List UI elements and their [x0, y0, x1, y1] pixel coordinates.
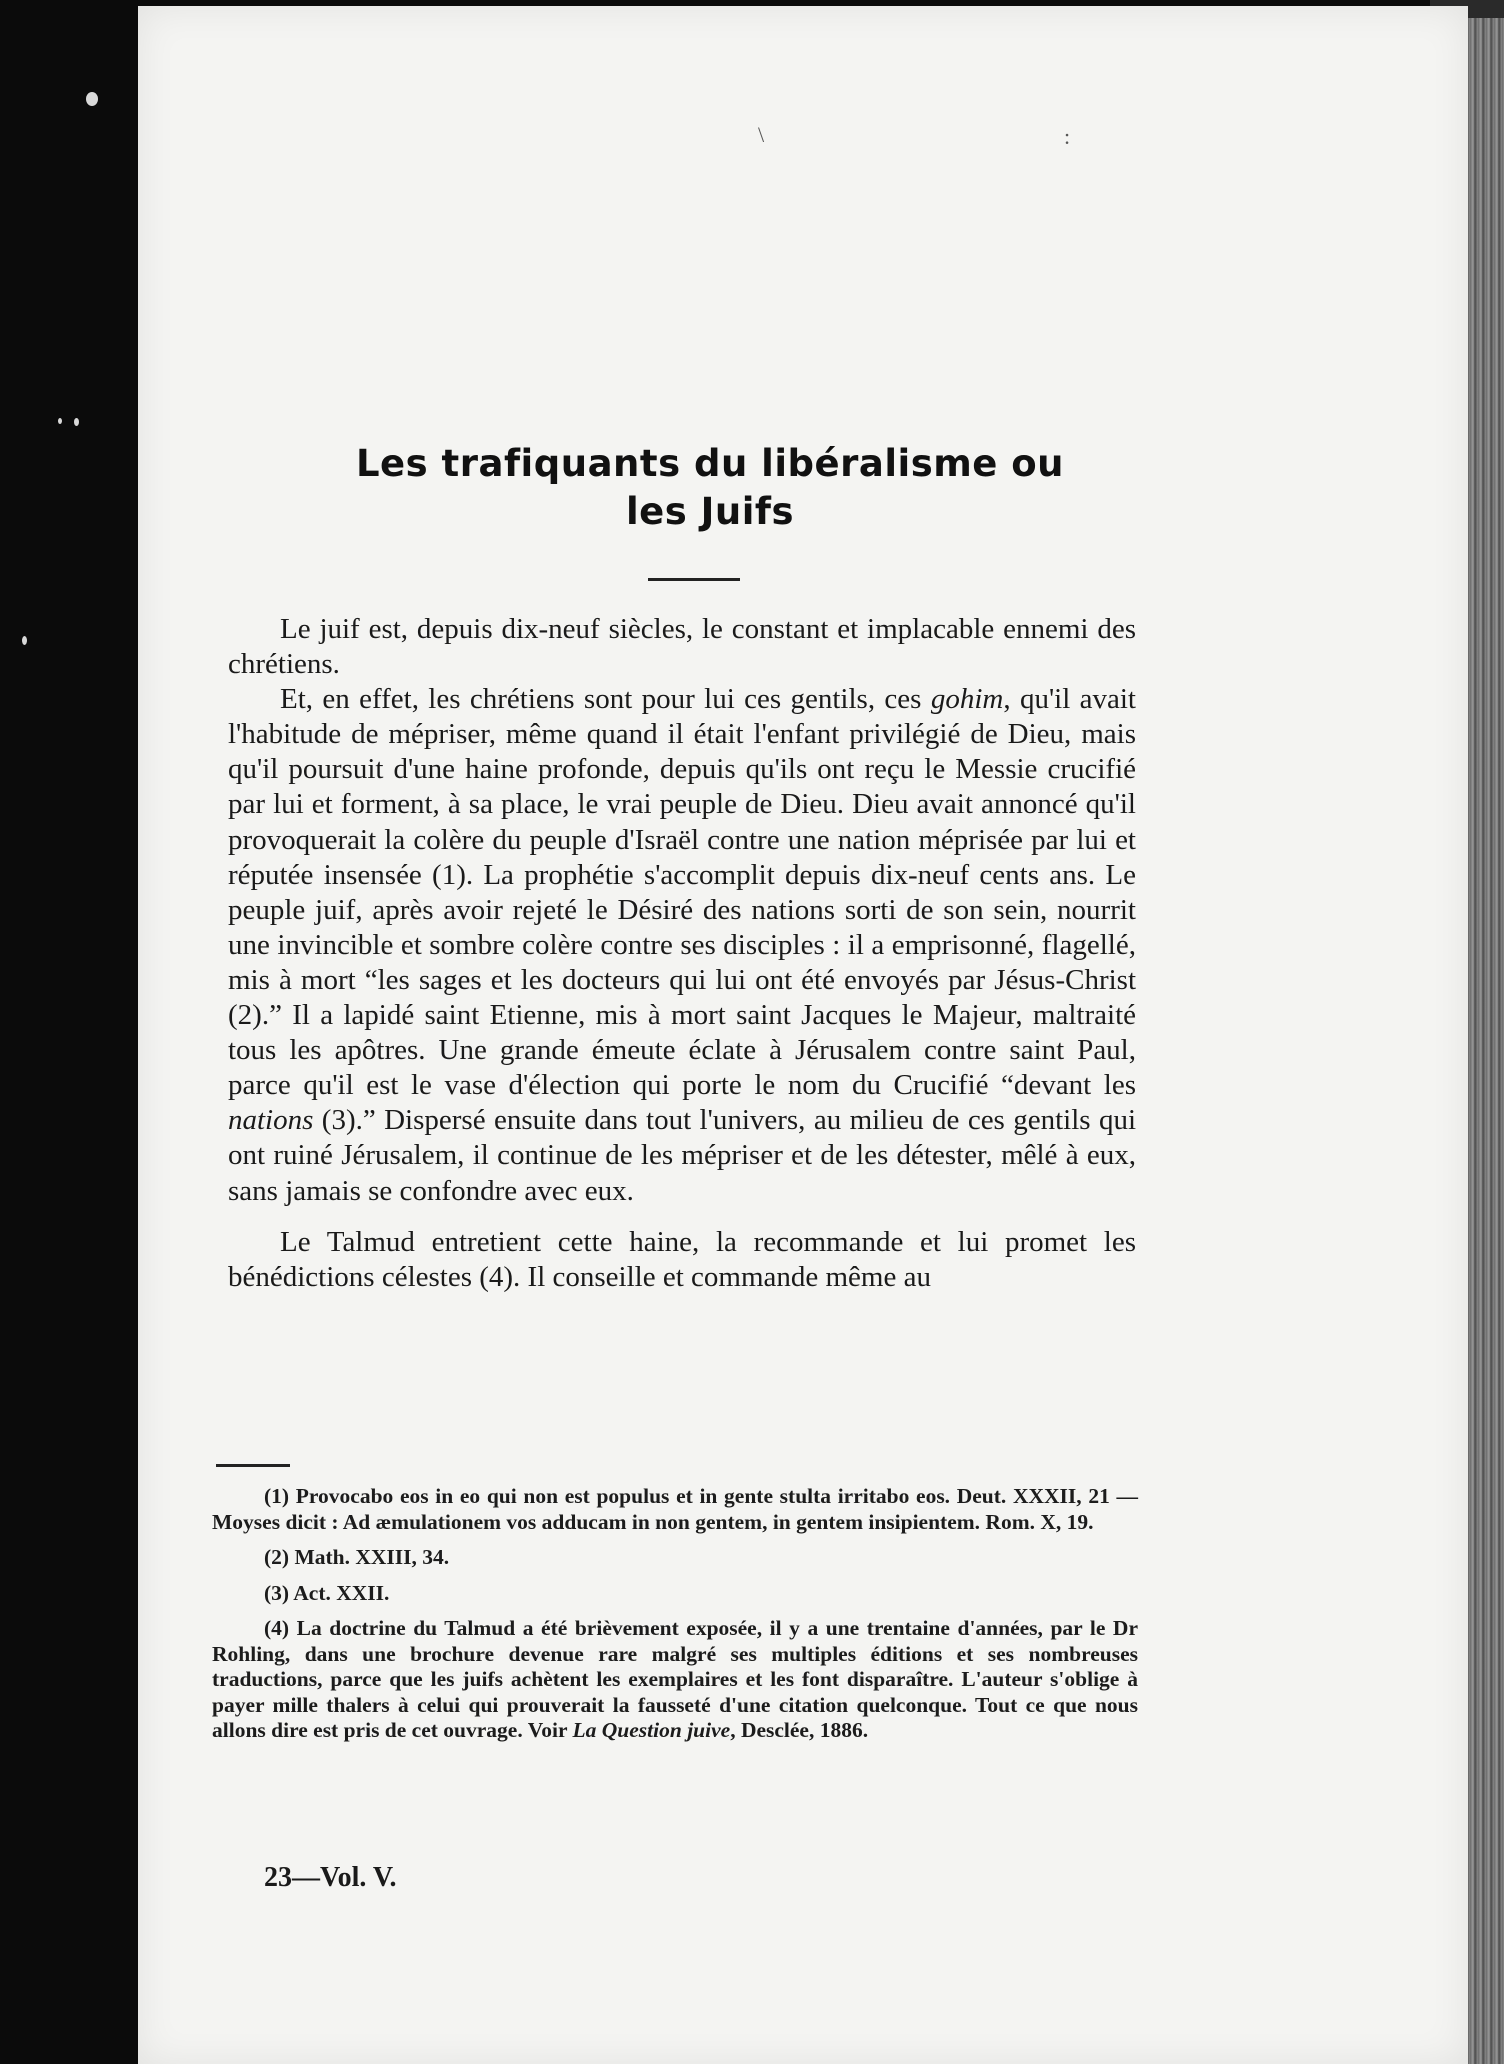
paragraph-2-text-2: , qu'il avait l'habitude de mépriser, même quand il était l'enfant privilégié de Dieu, mais qu'il poursuit d'une haine profonde, depuis qu'ils ont reçu le Messie crucifié par lui et forment, à sa place, le vrai peuple de Dieu. Dieu avait annoncé qu'il provoquerait la colère du peuple d'Israël contre une nation méprisée par lui et réputée insensée (1). La prophétie s'accomplit depuis dix-neuf cents ans. Le peuple juif, après avoir rejeté le Désiré des nations sorti de son sein, nourrit une invincible et sombre colère contre ses disciples : il a emprisonné, flagellé, mis à mort “les sages et les docteurs qui lui ont été envoyés par Jésus-Christ (2).” Il a lapidé saint Etienne, mis à mort saint Jacques le Majeur, maltraité tous les apôtres. Une grande émeute éclate à Jérusalem contre saint Paul, parce qu'il est le vase d'élection qui porte le nom du Crucifié “devant les	[228, 683, 1136, 1102]
paragraph-2-text-1: Et, en effet, les chrétiens sont pour lui ces gentils, ces	[280, 683, 931, 716]
footnotes	[212, 1484, 1138, 1754]
paragraph-2	[228, 682, 1136, 1208]
footnote-1: (1) Provocabo eos in eo qui non est populus et in gente stulta irritabo eos. Deut. XXXII, 21 —Moyses dicit : Ad æmulationem vos adducam in non gentem, in gentem insipientem. Rom. X, 19.	[212, 1484, 1138, 1534]
page-speck: \	[758, 122, 765, 147]
footnote-4-text-1: (4) La doctrine du Talmud a été brièvement exposée, il y a une trentaine d'années, par le Dr Rohling, dans une brochure devenue rare malgré ses multiples éditions et ses nombreuses traductions, parce que les juifs achètent les exemplaires et les font disparaître. L'auteur s'oblige à payer mille thalers à celui qui prouverait la fausseté d'une citation quelconque. Tout ce que nous allons dire est pris de cet ouvrage. Voir	[212, 1616, 1138, 1742]
page-folio: 23—Vol. V.	[264, 1862, 397, 1893]
paragraph-1: Le juif est, depuis dix-neuf siècles, le constant et implacable ennemi des chrétiens.	[228, 613, 1136, 681]
paragraph-2-text-3: (3).” Dispersé ensuite dans tout l'univers, au milieu de ces gentils qui ont ruiné Jérusalem, il continue de les mépriser et de les détester, mêlé à eux, sans jamais se confondre avec eux.	[228, 1104, 1136, 1207]
chapter-title-line-1: Les trafiquants du libéralisme ou	[355, 442, 1065, 485]
paragraph-3: Le Talmud entretient cette haine, la recommande et lui promet les bénédictions célestes (4). Il conseille et commande même au	[228, 1225, 1136, 1293]
paragraph-2-italic-2: nations	[228, 1104, 314, 1137]
footnote-4-italic: La Question juive	[572, 1718, 731, 1742]
footnote-divider	[216, 1464, 290, 1467]
chapter-title	[270, 440, 1150, 536]
paragraph-2-italic-1: gohim	[930, 683, 1004, 716]
footnote-2: (2) Math. XXIII, 34.	[264, 1545, 450, 1569]
title-divider	[648, 578, 740, 581]
footnote-4	[212, 1616, 1138, 1744]
footnote-4-text-2: , Desclée, 1886.	[730, 1718, 869, 1742]
chapter-title-line-2: les Juifs	[625, 490, 795, 533]
page-speck: :	[1064, 124, 1071, 149]
footnote-3: (3) Act. XXII.	[264, 1580, 390, 1605]
body-text	[228, 612, 1136, 1295]
